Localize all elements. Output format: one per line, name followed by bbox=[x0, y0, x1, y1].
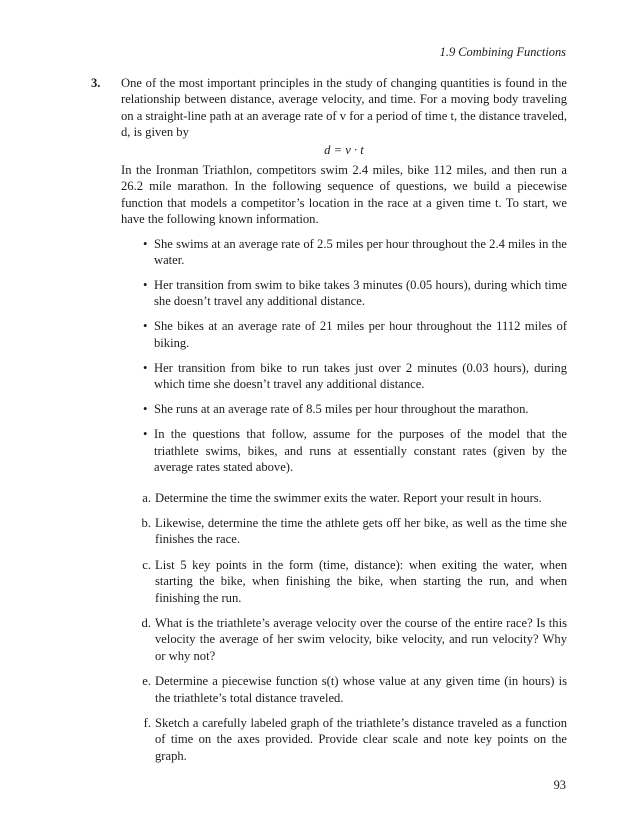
part-text: Likewise, determine the time the athlete gets off her bike, as well as the time she finishes the race. bbox=[155, 515, 567, 547]
known-facts-list bbox=[121, 236, 567, 476]
fact-item: • She bikes at an average rate of 21 miles per hour throughout the 1112 miles of biking. bbox=[143, 318, 567, 351]
part-e bbox=[139, 673, 567, 706]
fact-item: • Her transition from swim to bike takes 3 minutes (0.05 hours), during which time she doesn’t travel any additional distance. bbox=[143, 277, 567, 310]
part-label: e. bbox=[142, 674, 151, 689]
intro-paragraph: One of the most important principles in the study of changing quantities is found in the relationship between distance, average velocity, and time. For a moving body traveling on a straight-line path at an average rate of v for a period of time t, the distance traveled, d, is given by bbox=[121, 76, 567, 140]
setup-paragraph: In the Ironman Triathlon, competitors swim 2.4 miles, bike 112 miles, and then run a 26.2 mile marathon. In the following sequence of questions, we build a piecewise function that models a competitor’s location in the race at a given time t. To start, we have the following known information. bbox=[121, 163, 567, 227]
part-label: b. bbox=[141, 515, 151, 530]
fact-item: • She runs at an average rate of 8.5 miles per hour throughout the marathon. bbox=[143, 401, 567, 417]
distance-equation bbox=[121, 142, 567, 158]
part-text: What is the triathlete’s average velocity over the course of the entire race? Is this velocity the average of her swim velocity, bike velocity, and run velocity? Why or why not? bbox=[155, 615, 567, 663]
part-text: Determine a piecewise function s(t) whose value at any given time (in hours) is the triathlete’s total distance traveled. bbox=[155, 674, 567, 705]
part-label: f. bbox=[143, 715, 151, 730]
question-parts-list bbox=[121, 490, 567, 765]
part-text: Determine the time the swimmer exits the water. Report your result in hours. bbox=[155, 490, 542, 505]
part-d bbox=[139, 615, 567, 664]
part-text: List 5 key points in the form (time, distance): when exiting the water, when starting the bike, when finishing the bike, when starting the run, and when finishing the run. bbox=[155, 557, 567, 605]
part-a bbox=[139, 490, 567, 506]
section-header: 1.9 Combining Functions bbox=[439, 45, 566, 59]
part-label: d. bbox=[141, 615, 151, 630]
part-f bbox=[139, 715, 567, 764]
fact-item: • She swims at an average rate of 2.5 miles per hour throughout the 2.4 miles in the water. bbox=[143, 236, 567, 269]
problem-3 bbox=[93, 75, 567, 773]
part-c bbox=[139, 557, 567, 606]
page-number: 93 bbox=[553, 777, 566, 792]
fact-item: • In the questions that follow, assume for the purposes of the model that the triathlete swims, bikes, and runs at essentially constant rates (given by the average rates stated above). bbox=[143, 426, 567, 475]
problem-number: 3. bbox=[91, 76, 101, 90]
part-text: Sketch a carefully labeled graph of the triathlete’s distance traveled as a function of time on the axes provided. Provide clear scale and note key points on the graph. bbox=[155, 715, 567, 763]
problem-body bbox=[121, 75, 567, 764]
part-label: c. bbox=[142, 557, 151, 572]
fact-item: • Her transition from bike to run takes just over 2 minutes (0.03 hours), during which time she doesn’t travel any additional distance. bbox=[143, 360, 567, 393]
equation-text: d = v · t bbox=[324, 142, 364, 157]
part-b bbox=[139, 515, 567, 548]
part-label: a. bbox=[142, 490, 151, 505]
